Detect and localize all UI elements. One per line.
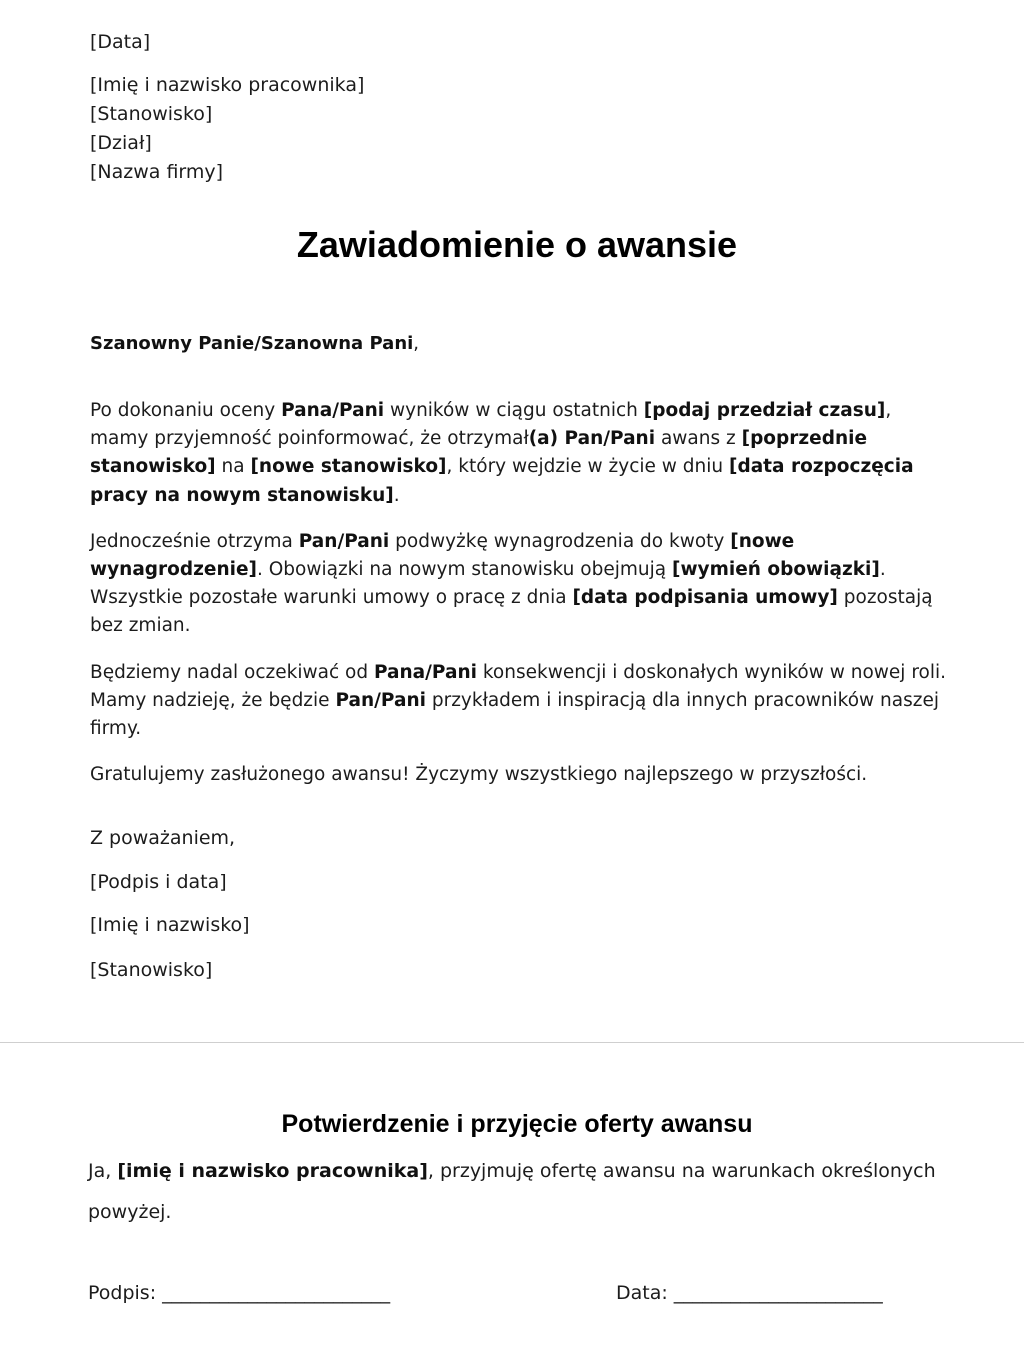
salutation-comma: ,: [413, 333, 420, 354]
text-run: awans z: [655, 428, 742, 450]
salutation: [90, 330, 419, 358]
text-run: .: [393, 484, 400, 506]
date-field: Data: ______________________: [616, 1282, 883, 1304]
closing-position: [Stanowisko]: [90, 959, 213, 981]
text-run: przykładem i inspiracją dla innych pracowników naszej firmy.: [90, 689, 939, 740]
section-divider: [0, 1042, 1024, 1043]
paragraph-evaluation: [90, 397, 950, 510]
placeholder-contract-date: [data podpisania umowy]: [572, 587, 838, 609]
recipient-company: [Nazwa firmy]: [90, 161, 224, 183]
text-run: Ja,: [88, 1160, 118, 1182]
text-run: , mamy przyjemność poinformować, że otrzymał: [90, 400, 892, 450]
text-run: Po dokonaniu oceny: [90, 400, 282, 421]
text-run: konsekwencji i doskonałych wyników w nowej roli. Mamy nadzieję, że będzie: [90, 661, 946, 711]
placeholder-new-position: [nowe stanowisko]: [250, 456, 447, 478]
text-run: Będziemy nadal oczekiwać od: [90, 661, 374, 683]
text-run: na: [215, 456, 251, 478]
text-run: . Obowiązki na nowym stanowisku obejmują: [256, 559, 672, 581]
paragraph-salary: [90, 528, 950, 641]
placeholder-new-salary: [nowe wynagrodzenie]: [90, 530, 795, 581]
bold-run: (a) Pan/Pani: [528, 428, 656, 450]
placeholder-time-period: [podaj przedział czasu]: [643, 400, 886, 421]
text-run: pozostają bez zmian.: [90, 587, 933, 637]
text-run: Gratulujemy zasłużonego awansu! Życzymy wszystkiego najlepszego w przyszłości.: [90, 764, 868, 786]
letter-date: [Data]: [90, 31, 151, 53]
letter-body: [90, 397, 950, 807]
signature-field: Podpis: ________________________: [88, 1282, 391, 1304]
recipient-department: [Dział]: [90, 132, 152, 154]
document-title: Zawiadomienie o awansie: [296, 224, 738, 265]
salutation-text: Szanowny Panie/Szanowna Pani: [90, 333, 414, 354]
placeholder-duties: [wymień obowiązki]: [671, 559, 880, 581]
recipient-position: [Stanowisko]: [90, 103, 213, 125]
bold-run: Pana/Pani: [373, 661, 477, 683]
text-run: wyników w ciągu ostatnich: [384, 400, 644, 421]
closing-signature: [Podpis i data]: [90, 871, 227, 893]
recipient-name: [Imię i nazwisko pracownika]: [90, 74, 365, 96]
text-run: , przyjmuję ofertę awansu na warunkach określonych powyżej.: [88, 1160, 936, 1223]
placeholder-previous-position: [poprzednie stanowisko]: [90, 428, 867, 478]
bold-run: Pan/Pani: [335, 689, 426, 711]
paragraph-expectations: [90, 659, 950, 744]
recipient-block: [90, 71, 364, 187]
paragraph-congratulations: [90, 761, 950, 789]
closing-block: [90, 824, 250, 984]
text-run: . Wszystkie pozostałe warunki umowy o pracę z dnia: [90, 559, 886, 609]
closing-name: [Imię i nazwisko]: [90, 914, 250, 936]
text-run: Jednocześnie otrzyma: [90, 530, 299, 552]
confirmation-title: Potwierdzenie i przyjęcie oferty awansu: [281, 1110, 753, 1138]
bold-run: Pan/Pani: [298, 530, 390, 552]
text-run: , który wejdzie w życie w dniu: [446, 456, 729, 478]
bold-run: Pana/Pani: [281, 400, 385, 421]
placeholder-start-date: [data rozpoczęcia pracy na nowym stanowisku]: [90, 456, 914, 506]
text-run: podwyżkę wynagrodzenia do kwoty: [389, 530, 731, 552]
confirmation-statement: [88, 1151, 948, 1233]
closing-regards: Z poważaniem,: [90, 827, 236, 849]
placeholder-employee-name: [imię i nazwisko pracownika]: [117, 1160, 428, 1182]
